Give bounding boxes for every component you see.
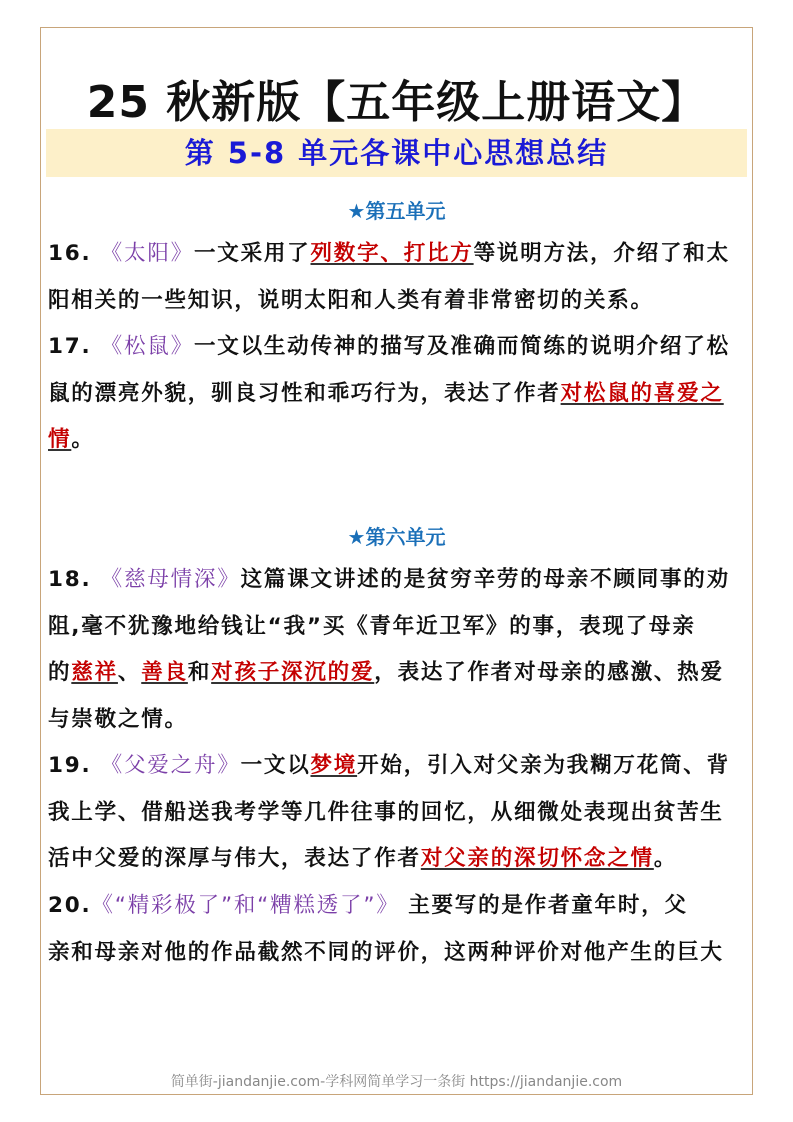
lesson-title: 《慈母情深》 [100, 567, 241, 592]
key-phrase: 情 [48, 427, 72, 452]
body-text: 。 [71, 427, 95, 452]
text-line [48, 566, 730, 594]
body-text: 这篇课文讲述的是贫穷辛劳的母亲不顾同事的劝 [240, 567, 730, 592]
body-text: 鼠的漂亮外貌，驯良习性和乖巧行为，表达了作者 [48, 381, 561, 406]
page-border [40, 27, 753, 1095]
body-text: 的 [48, 660, 72, 685]
key-phrase: 对孩子深沉的爱 [211, 660, 375, 685]
body-text: 与崇敬之情。 [48, 707, 188, 732]
body-text: 等说明方法，介绍了和太 [473, 241, 730, 266]
body-text: 活中父爱的深厚与伟大，表达了作者 [48, 846, 421, 871]
text-line [48, 799, 724, 827]
body-text: 18. [48, 567, 101, 592]
section-heading: ★第五单元 [347, 199, 446, 223]
lesson-title: 《太阳》 [100, 241, 194, 266]
lesson-title: 《“精彩极了”和“糟糕透了”》 [91, 893, 409, 918]
text-line [48, 240, 730, 268]
body-text: 19. [48, 753, 101, 778]
body-text: 我上学、借船送我考学等几件往事的回忆，从细微处表现出贫苦生 [48, 800, 724, 825]
text-line [48, 426, 95, 454]
body-text: 、 [117, 660, 142, 685]
body-text: 。 [653, 846, 678, 871]
text-line [48, 380, 724, 408]
footer-watermark: 简单街-jiandanjie.com-学科网简单学习一条街 https://jiandanjie.com [170, 1074, 623, 1090]
text-line [48, 659, 724, 687]
body-text: 一文以 [240, 753, 311, 778]
page-title: 25 秋新版【五年级上册语文】 [86, 77, 707, 128]
key-phrase: 对父亲的深切怀念之情 [420, 846, 654, 871]
key-phrase: 列数字、打比方 [310, 241, 474, 266]
text-line [48, 892, 688, 920]
body-text: 亲和母亲对他的作品截然不同的评价，这两种评价对他产生的巨大 [48, 940, 724, 965]
body-text: 16. [48, 241, 101, 266]
text-line [48, 333, 730, 361]
key-phrase: 对松鼠的喜爱之 [560, 381, 724, 406]
lesson-title: 《父爱之舟》 [100, 753, 241, 778]
key-phrase: 善良 [141, 660, 188, 685]
key-phrase: 慈祥 [71, 660, 118, 685]
body-text: 一文以生动传神的描写及准确而简练的说明介绍了松 [193, 334, 730, 359]
body-text: 主要写的是作者童年时，父 [408, 893, 688, 918]
body-text: 20. [48, 893, 92, 918]
lesson-title: 《松鼠》 [100, 334, 194, 359]
key-phrase: 梦境 [310, 753, 358, 778]
subtitle-banner: 第 5-8 单元各课中心思想总结 [46, 129, 747, 177]
section-heading: ★第六单元 [347, 525, 446, 549]
text-line [48, 287, 654, 315]
body-text: 17. [48, 334, 101, 359]
body-text: 阳相关的一些知识，说明太阳和人类有着非常密切的关系。 [48, 288, 654, 313]
body-text: ，表达了作者对母亲的感激、热爱 [374, 660, 724, 685]
body-text: 开始，引入对父亲为我糊万花筒、背 [357, 753, 730, 778]
text-line [48, 845, 677, 873]
text-line [48, 939, 724, 967]
text-line [48, 752, 730, 780]
body-text: 阻,毫不犹豫地给钱让“我”买《青年近卫军》的事，表现了母亲 [48, 614, 696, 639]
body-text: 一文采用了 [193, 241, 311, 266]
body-text: 和 [187, 660, 212, 685]
text-line [48, 706, 188, 734]
text-line [48, 613, 696, 641]
